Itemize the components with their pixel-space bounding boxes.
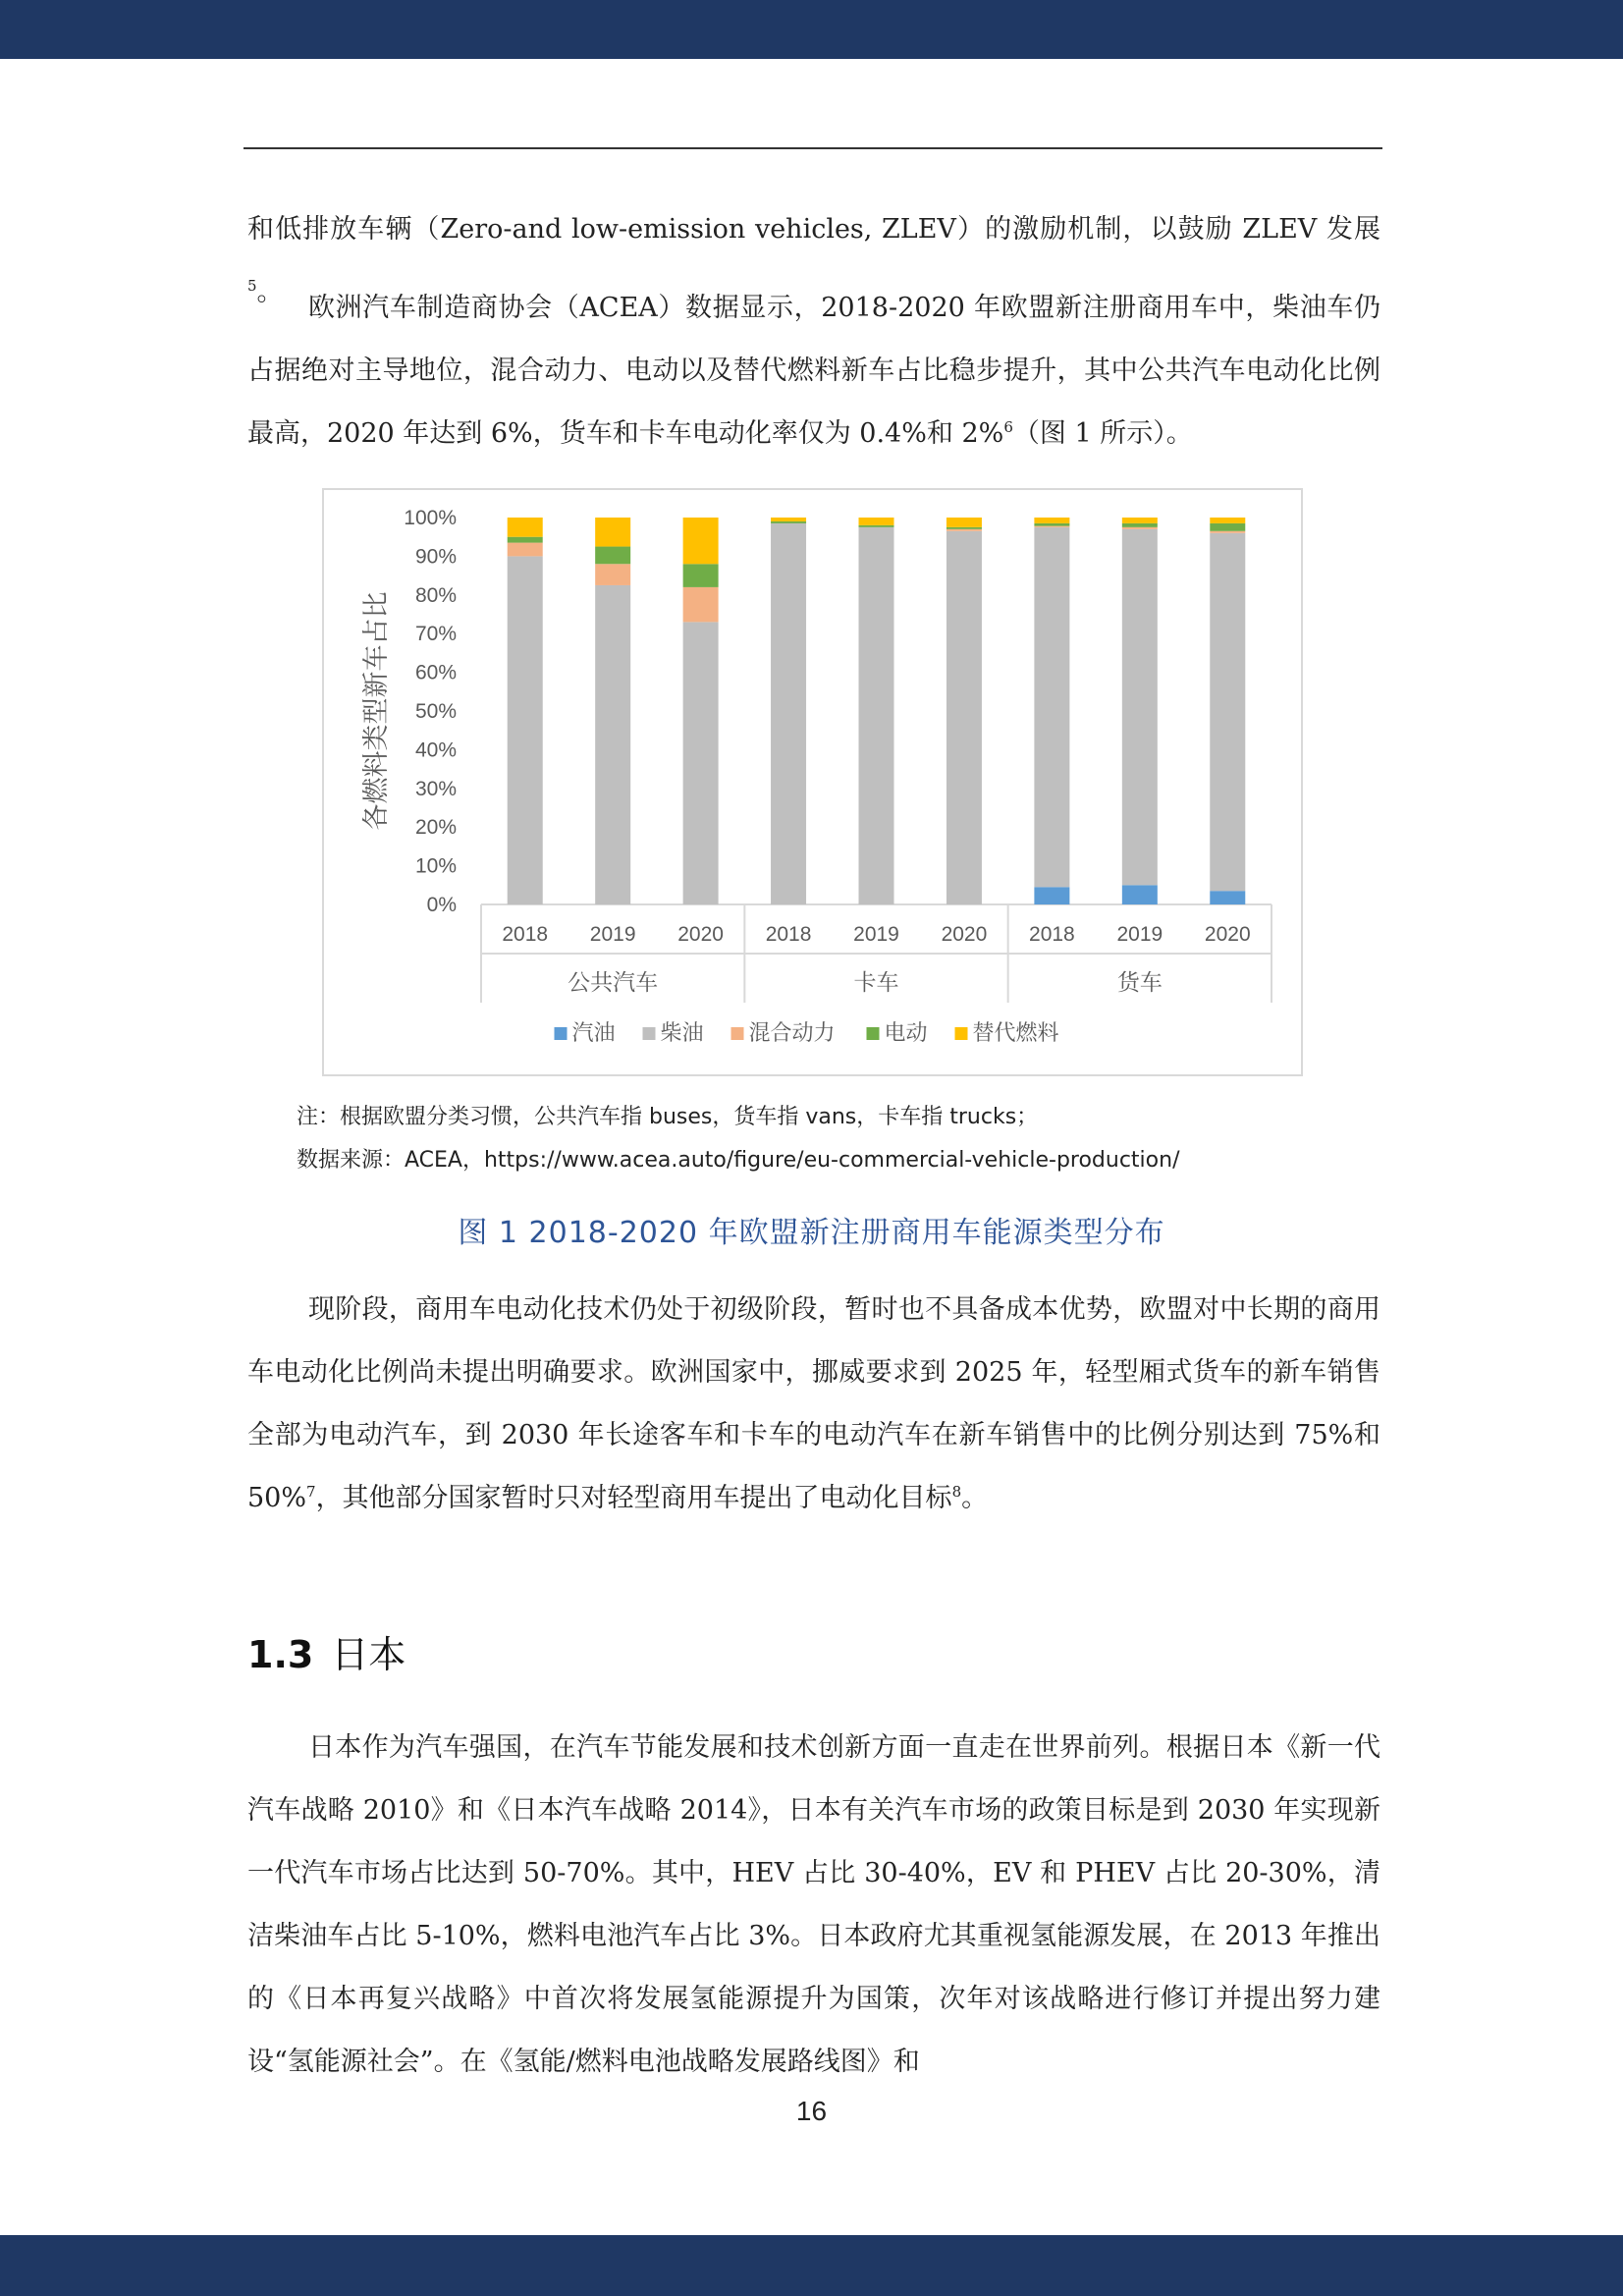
group-label: 公共汽车 bbox=[568, 970, 659, 996]
y-axis-label: 各燃料类型新车占比 bbox=[361, 591, 392, 831]
bar-segment bbox=[595, 585, 630, 904]
x-tick-label: 2018 bbox=[502, 923, 549, 946]
x-tick-label: 2019 bbox=[589, 923, 636, 946]
footer-band bbox=[0, 2235, 1623, 2296]
bar-segment bbox=[1034, 518, 1069, 523]
footnote-ref-5[interactable]: 5 bbox=[247, 277, 257, 295]
footnote-ref-7[interactable]: 7 bbox=[306, 1483, 316, 1501]
bar-segment bbox=[947, 527, 982, 529]
x-tick-label: 2018 bbox=[1029, 923, 1075, 946]
paragraph-acea-end: （图 1 所示）。 bbox=[1012, 418, 1193, 449]
paragraph-acea-text: 欧洲汽车制造商协会（ACEA）数据显示，2018-2020 年欧盟新注册商用车中，柴油车仍占据绝对主导地位，混合动力、电动以及替代燃料新车占比稳步提升，其中公共汽车电动化比例最高，2020 年达到 6%，货车和卡车电动化率仅为 0.4%和 2% bbox=[247, 293, 1380, 449]
x-tick-label: 2019 bbox=[1116, 923, 1163, 946]
legend-label: 汽油 bbox=[571, 1021, 616, 1046]
bar-segment bbox=[859, 527, 894, 904]
x-tick-label: 2018 bbox=[765, 923, 812, 946]
paragraph-norway bbox=[247, 1279, 1380, 1530]
bar-segment bbox=[1034, 523, 1069, 526]
bar-segment bbox=[1122, 885, 1158, 904]
legend-swatch bbox=[867, 1027, 880, 1040]
y-tick-label: 90% bbox=[414, 545, 457, 569]
bar-segment bbox=[1122, 523, 1158, 527]
paragraph-zlev-end: 。 bbox=[256, 277, 284, 307]
bar-segment bbox=[683, 622, 719, 904]
header-band bbox=[0, 0, 1623, 59]
bar-segment bbox=[1122, 527, 1158, 529]
section-title: 日本 bbox=[331, 1633, 406, 1676]
bar-segment bbox=[508, 543, 543, 557]
x-tick-label: 2020 bbox=[677, 923, 724, 946]
bar-segment bbox=[1210, 533, 1245, 891]
paragraph-norway-text: 现阶段，商用车电动化技术仍处于初级阶段，暂时也不具备成本优势，欧盟对中长期的商用车电动化比例尚未提出明确要求。欧洲国家中，挪威要求到 2025 年，轻型厢式货车的新车销售全部为电动汽车，到 2030 年长途客车和卡车的电动汽车在新车销售中的比例分别达到 75%和 50% bbox=[247, 1294, 1380, 1513]
bar-segment bbox=[771, 521, 806, 523]
bar-segment bbox=[1210, 523, 1245, 531]
bar-segment bbox=[771, 523, 806, 904]
figure-source: 数据来源：ACEA，https://www.acea.auto/figure/eu-commercial-vehicle-production/ bbox=[297, 1148, 1180, 1173]
bar-segment bbox=[508, 537, 543, 543]
legend-label: 柴油 bbox=[660, 1021, 704, 1046]
y-tick-label: 40% bbox=[414, 738, 457, 762]
bar-segment bbox=[947, 518, 982, 527]
x-tick-label: 2019 bbox=[853, 923, 899, 946]
y-tick-label: 60% bbox=[414, 661, 457, 684]
footnote-ref-6[interactable]: 6 bbox=[1003, 418, 1013, 436]
chart-frame bbox=[322, 488, 1303, 1076]
paragraph-norway-end: 。 bbox=[961, 1483, 989, 1513]
bar-segment bbox=[1034, 887, 1069, 904]
paragraph-zlev-text: 和低排放车辆（Zero-and low-emission vehicles, ZLEV）的激励机制，以鼓励 ZLEV 发展 bbox=[247, 214, 1380, 245]
legend-swatch bbox=[643, 1027, 656, 1040]
bar-segment bbox=[947, 529, 982, 531]
footnote-ref-8[interactable]: 8 bbox=[951, 1483, 962, 1501]
section-heading bbox=[247, 1630, 406, 1679]
legend-label: 混合动力 bbox=[748, 1021, 836, 1046]
figure-caption: 图 1 2018-2020 年欧盟新注册商用车能源类型分布 bbox=[458, 1216, 1165, 1250]
legend-swatch bbox=[555, 1027, 568, 1040]
legend-label: 电动 bbox=[884, 1021, 928, 1046]
bar-segment bbox=[595, 518, 630, 547]
group-label: 货车 bbox=[1116, 970, 1163, 996]
y-tick-label: 80% bbox=[414, 583, 457, 607]
bar-segment bbox=[859, 525, 894, 527]
bar-segment bbox=[595, 547, 630, 565]
y-tick-label: 30% bbox=[414, 777, 457, 800]
y-tick-label: 20% bbox=[414, 816, 457, 840]
paragraph-acea bbox=[247, 277, 1380, 465]
legend-swatch bbox=[955, 1027, 968, 1040]
bar-segment bbox=[508, 556, 543, 904]
bar-segment bbox=[683, 587, 719, 622]
paragraph-japan: 日本作为汽车强国，在汽车节能发展和技术创新方面一直走在世界前列。根据日本《新一代汽车战略 2010》和《日本汽车战略 2014》，日本有关汽车市场的政策目标是到 2030 年实现新一代汽车市场占比达到 50-70%。其中，HEV 占比 30-40%，EV 和 PHEV 占比 20-30%，清洁柴油车占比 5-10%，燃料电池汽车占比 3%。日本政府尤其重视氢能源发展，在 2013 年推出的《日本再复兴战略》中首次将发展氢能源提升为国策，次年对该战略进行修订并提出努力建设“氢能源社会”。在《氢能/燃料电池战略发展路线图》和 bbox=[247, 1732, 1380, 2077]
bar-segment bbox=[859, 518, 894, 525]
bar-segment bbox=[1122, 529, 1158, 885]
bar-segment bbox=[1210, 891, 1245, 904]
bar-segment bbox=[1210, 518, 1245, 523]
section-number: 1.3 bbox=[247, 1633, 314, 1676]
bar-segment bbox=[595, 564, 630, 585]
bar-segment bbox=[1210, 531, 1245, 533]
bar-segment bbox=[683, 518, 719, 564]
bar-segment bbox=[508, 518, 543, 537]
y-tick-label: 10% bbox=[414, 854, 457, 878]
stacked-bar-chart bbox=[324, 490, 1301, 1074]
bar-segment bbox=[771, 518, 806, 521]
y-tick-label: 50% bbox=[414, 700, 457, 723]
page-number: 16 bbox=[795, 2096, 828, 2126]
legend-label: 替代燃料 bbox=[972, 1021, 1059, 1046]
x-tick-label: 2020 bbox=[1204, 923, 1251, 946]
header-rule bbox=[243, 147, 1382, 149]
group-label: 卡车 bbox=[853, 970, 899, 996]
bar-segment bbox=[1034, 526, 1069, 527]
figure-note: 注：根据欧盟分类习惯，公共汽车指 buses，货车指 vans，卡车指 trucks； bbox=[297, 1105, 1039, 1129]
y-tick-label: 100% bbox=[404, 507, 457, 529]
paragraph-norway-text-2: ，其他部分国家暂时只对轻型商用车提出了电动化目标 bbox=[315, 1483, 952, 1513]
legend-swatch bbox=[731, 1027, 744, 1040]
y-tick-label: 0% bbox=[426, 894, 457, 916]
y-tick-label: 70% bbox=[414, 623, 457, 646]
bar-segment bbox=[947, 531, 982, 904]
bar-segment bbox=[683, 564, 719, 587]
bar-segment bbox=[1034, 527, 1069, 887]
bar-segment bbox=[1122, 518, 1158, 523]
x-tick-label: 2020 bbox=[941, 923, 988, 946]
